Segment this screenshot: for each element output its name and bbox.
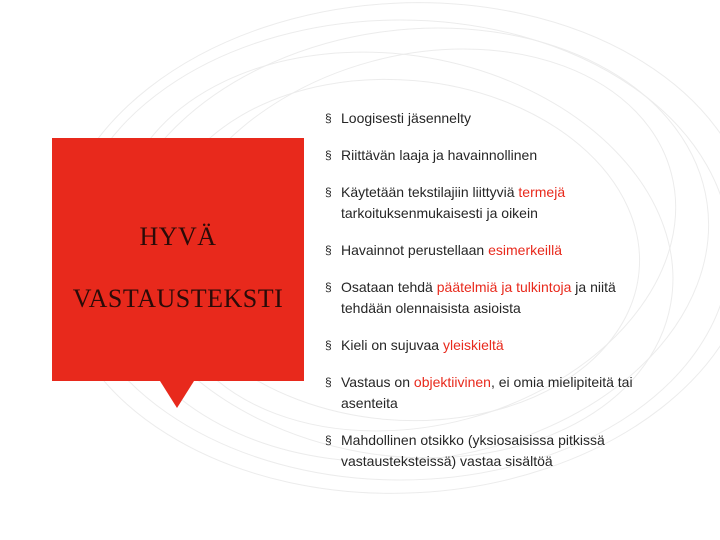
bullet-icon: §: [325, 375, 332, 389]
list-item-text: Riittävän laaja ja havainnollinen: [341, 147, 538, 163]
list-item-text: Osataan tehdä: [341, 279, 437, 295]
bullet-icon: §: [325, 338, 332, 352]
bullet-icon: §: [325, 280, 332, 294]
highlighted-term: esimerkeillä: [488, 242, 563, 258]
list-item: [325, 430, 670, 472]
list-item: [325, 240, 670, 261]
list-item: [325, 335, 670, 356]
list-item: [325, 277, 670, 319]
list-item-text: , ei omia mielipiteitä tai asenteita: [341, 374, 633, 411]
bullet-icon: §: [325, 243, 332, 257]
bullet-icon: §: [325, 185, 332, 199]
list-item-text: Loogisesti jäsennelty: [341, 110, 471, 126]
list-item-text: Havainnot perustellaan: [341, 242, 489, 258]
list-item: [325, 372, 670, 414]
list-item-text: Kieli on sujuvaa: [341, 337, 443, 353]
list-item: [325, 108, 670, 129]
bullet-icon: §: [325, 433, 332, 447]
list-item: [325, 145, 670, 166]
list-item-text: ja niitä tehdään olennaisista asioista: [341, 279, 616, 316]
panel-pointer-arrow: [160, 381, 194, 408]
list-item-text: tarkoituksenmukaisesti ja oikein: [341, 205, 538, 221]
panel-title-line2: VASTAUSTEKSTI: [72, 284, 284, 313]
list-item-text: Mahdollinen otsikko (yksiosaisissa pitkissä vastausteksteissä) vastaa sisältöä: [341, 432, 605, 469]
bullet-icon: §: [325, 111, 332, 125]
list-item-text: Käytetään tekstilajiin liittyviä: [341, 184, 519, 200]
panel-title-line1: HYVÄ: [139, 222, 217, 251]
highlighted-term: yleiskieltä: [442, 337, 504, 353]
highlighted-term: objektiivinen: [413, 374, 491, 390]
list-item-text: Vastaus on: [341, 374, 414, 390]
list-item: [325, 182, 670, 224]
criteria-list: [325, 108, 670, 488]
bullet-icon: §: [325, 148, 332, 162]
highlighted-term: termejä: [518, 184, 566, 200]
title-panel: [52, 138, 304, 381]
highlighted-term: päätelmiä ja tulkintoja: [436, 279, 572, 295]
